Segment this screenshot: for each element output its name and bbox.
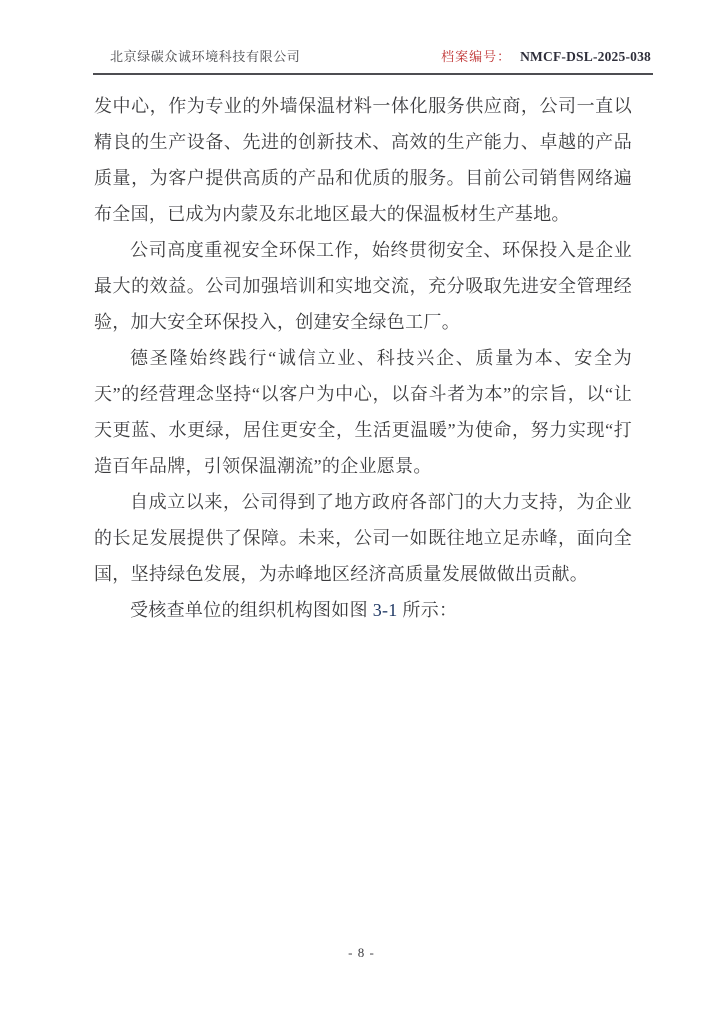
body-paragraph: 德圣隆始终践行“诚信立业、科技兴企、质量为本、安全为天”的经营理念坚持“以客户为中心，以奋斗者为本”的宗旨，以“让天更蓝、水更绿，居住更安全，生活更温暖”为使命，努力实现“打造百年品牌，引领保温潮流”的企业愿景。: [94, 348, 632, 476]
body-paragraph: 发中心，作为专业的外墙保温材料一体化服务供应商，公司一直以精良的生产设备、先进的创新技术、高效的生产能力、卓越的产品质量，为客户提供高质的产品和优质的服务。目前公司销售网络遍布全国，已成为内蒙及东北地区最大的保温板材生产基地。: [94, 96, 632, 224]
archive-number-value: NMCF-DSL-2025-038: [520, 49, 651, 64]
figure-reference-line: [94, 592, 632, 628]
body-paragraph: 公司高度重视安全环保工作，始终贯彻安全、环保投入是企业最大的效益。公司加强培训和实地交流，充分吸取先进安全管理经验，加大安全环保投入，创建安全绿色工厂。: [94, 240, 632, 332]
header-divider: [93, 73, 653, 75]
figure-reference-suffix: 所示：: [397, 600, 458, 620]
figure-3-1-reference-link[interactable]: 3-1: [372, 600, 398, 620]
figure-reference-prefix: 受核查单位的组织机构图如图: [130, 600, 373, 620]
page-number: - 8 -: [348, 945, 375, 960]
page-footer: [0, 944, 723, 962]
body-paragraph: 自成立以来，公司得到了地方政府各部门的大力支持，为企业的长足发展提供了保障。未来，公司一如既往地立足赤峰，面向全国，坚持绿色发展，为赤峰地区经济高质量发展做做出贡献。: [94, 492, 632, 584]
company-name: 北京绿碳众诚环境科技有限公司: [110, 49, 301, 64]
document-body: [94, 88, 632, 628]
archive-number-label: 档案编号：: [441, 49, 512, 64]
page-header: [93, 46, 653, 75]
archive-number-group: [441, 46, 651, 65]
